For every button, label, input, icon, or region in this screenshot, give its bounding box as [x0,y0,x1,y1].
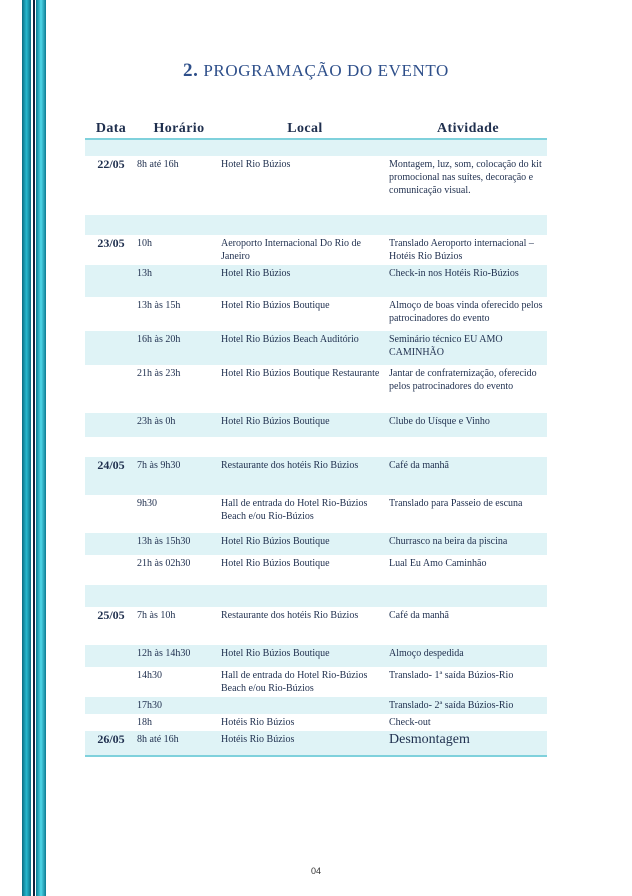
row-place: Hotel Rio Búzios Beach Auditório [221,331,389,365]
day-date: 23/05 [97,236,125,250]
row-place: Hotel Rio Búzios Boutique [221,533,389,555]
event-schedule-table [85,120,547,757]
row-activity: Translado- 2ª saída Búzios-Rio [389,697,547,714]
table-spacer-row [85,215,547,235]
row-activity: Café da manhã [389,457,547,495]
row-place: Hotel Rio Búzios Boutique [221,645,389,667]
row-time: 10h [137,238,152,249]
table-row [85,156,547,199]
row-place: Hotel Rio Búzios [221,159,291,170]
row-time: 14h30 [137,670,162,681]
row-place: Aeroporto Internacional Do Rio de Janeiro [221,238,361,262]
day-date: 22/05 [97,157,125,171]
row-place: Restaurante dos hotéis Rio Búzios [221,457,389,495]
decorative-side-bar [22,0,31,896]
row-time: 17h30 [137,697,221,714]
section-title [0,60,632,82]
table-row [85,331,547,365]
row-activity: Translado Aeroporto internacional – Hotéis Rio Búzios [389,238,534,262]
table-row [85,235,547,265]
row-place: Restaurante dos hotéis Rio Búzios [221,610,359,621]
row-place: Hotel Rio Búzios Boutique Restaurante [221,368,380,379]
row-activity: Jantar de confraternização, oferecido pelos patrocinadores do evento [389,368,537,392]
column-header-place: Local [221,120,389,139]
table-header-row [85,120,547,139]
table-row [85,457,547,495]
row-time: 7h às 9h30 [137,457,221,495]
row-time: 21h às 23h [137,368,181,379]
row-time: 8h até 16h [137,159,179,170]
row-place: Hall de entrada do Hotel Rio-Búzios Beach e/ou Rio-Búzios [221,498,368,522]
table-spacer-row [85,577,547,585]
table-row [85,714,547,731]
column-header-time: Horário [137,120,221,139]
row-place: Hotel Rio Búzios Boutique [221,558,330,569]
table-row [85,697,547,714]
row-activity: Desmontagem [389,731,547,756]
table-spacer-row [85,139,547,156]
row-place: Hotel Rio Búzios Boutique [221,413,389,437]
row-activity: Clube do Uísque e Vinho [389,413,547,437]
table-row [85,495,547,533]
row-time: 21h às 02h30 [137,558,191,569]
row-place: Hotéis Rio Búzios [221,717,295,728]
row-activity: Almoço despedida [389,645,547,667]
page-number: 04 [310,866,321,876]
row-time: 13h [137,265,221,297]
table-row [85,667,547,697]
table-row [85,297,547,331]
row-time: 12h às 14h30 [137,645,221,667]
row-place: Hotéis Rio Búzios [221,731,389,756]
row-time: 8h até 16h [137,731,221,756]
row-activity: Check-out [389,717,431,728]
table-spacer-row [85,437,547,457]
row-activity: Seminário técnico EU AMO CAMINHÃO [389,331,547,365]
column-header-date: Data [85,120,137,139]
row-time: 13h às 15h [137,300,181,311]
row-time: 18h [137,717,152,728]
row-activity: Montagem, luz, som, colocação do kit promocional nas suítes, decoração e comunicação visual. [389,159,542,196]
table-row [85,365,547,413]
day-date: 25/05 [97,608,125,622]
row-activity: Translado- 1ª saída Búzios-Rio [389,670,514,681]
row-place: Hall de entrada do Hotel Rio-Búzios Beach e/ou Rio-Búzios [221,670,368,694]
row-activity: Lual Eu Amo Caminhão [389,558,487,569]
table-row [85,413,547,437]
row-place: Hotel Rio Búzios [221,265,389,297]
table-spacer-row [85,585,547,607]
row-time: 16h às 20h [137,331,221,365]
table-row [85,555,547,577]
row-time: 13h às 15h30 [137,533,221,555]
table-row [85,533,547,555]
table-row [85,265,547,297]
row-time: 9h30 [137,498,157,509]
table-spacer-row [85,199,547,215]
row-time: 23h às 0h [137,413,221,437]
row-activity: Café da manhã [389,610,449,621]
table-row [85,607,547,645]
decorative-side-bar [36,0,46,896]
column-header-activity: Atividade [389,120,547,139]
day-date: 26/05 [85,731,137,756]
day-date: 24/05 [85,457,137,495]
section-number: 2. [183,60,199,81]
table-row [85,645,547,667]
row-activity: Check-in nos Hotéis Rio-Búzios [389,265,547,297]
row-place: Hotel Rio Búzios Boutique [221,300,330,311]
decorative-side-line [33,0,35,896]
table-row [85,731,547,756]
row-activity: Almoço de boas vinda oferecido pelos patrocinadores do evento [389,300,543,324]
section-heading: PROGRAMAÇÃO DO EVENTO [203,61,449,80]
row-activity: Translado para Passeio de escuna [389,498,523,509]
row-activity: Churrasco na beira da piscina [389,533,547,555]
row-time: 7h às 10h [137,610,176,621]
row-place [221,697,389,714]
